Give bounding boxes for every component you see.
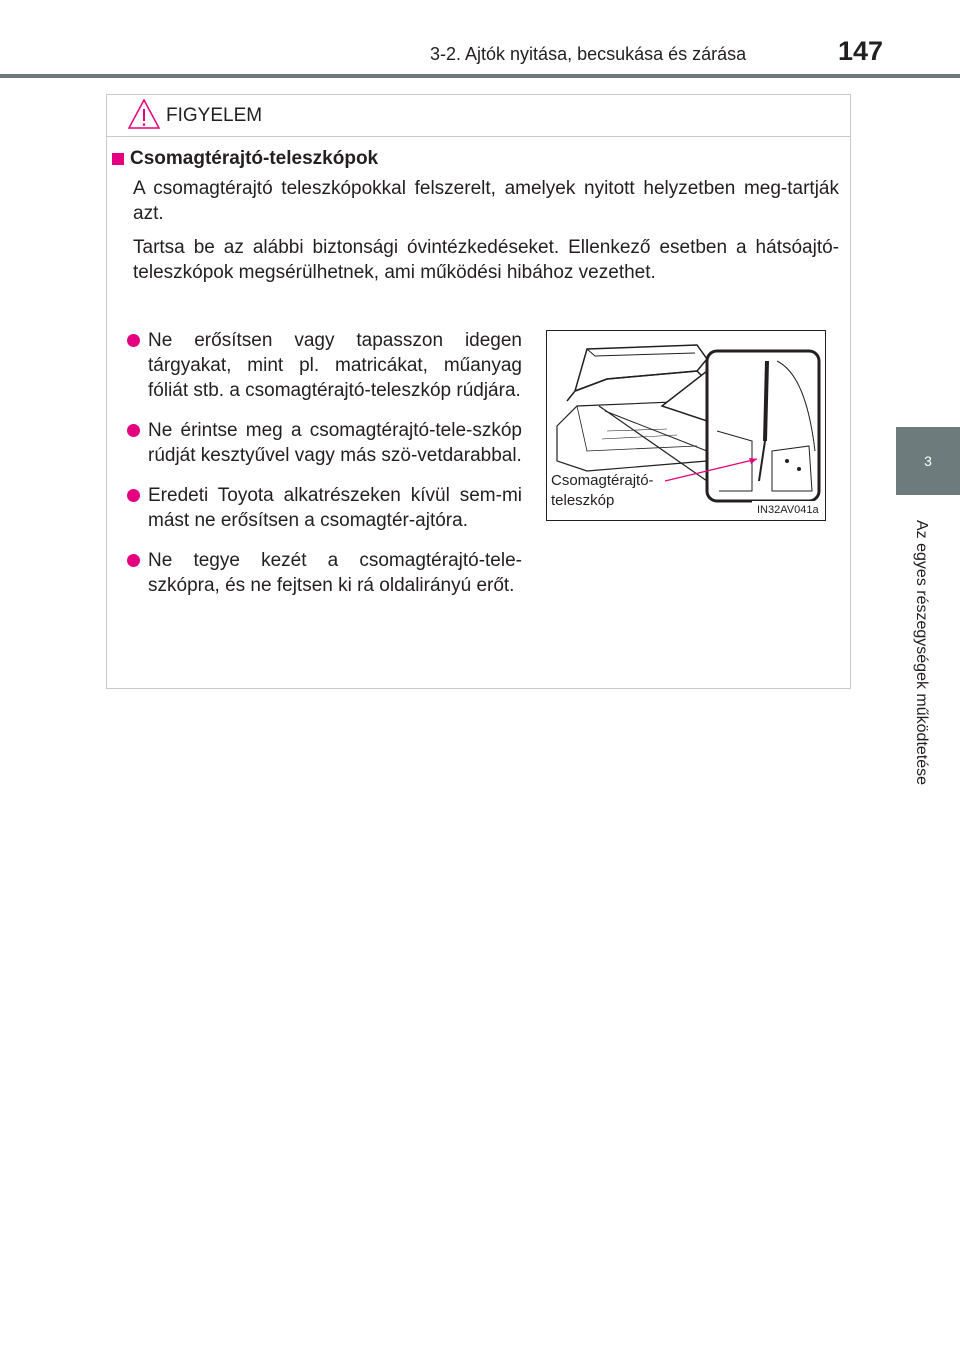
list-item-text: Ne érintse meg a csomagtérajtó-tele-szkóp rúdját kesztyűvel vagy más szö-vetdarabbal. <box>148 420 522 466</box>
list-item <box>127 328 522 403</box>
warning-box <box>106 94 851 689</box>
bullet-dot-icon <box>127 489 140 502</box>
warning-label: FIGYELEM <box>166 105 263 126</box>
list-item <box>127 418 522 468</box>
chapter-tab: 3 <box>896 427 960 495</box>
page-number: 147 <box>838 36 884 66</box>
list-item <box>127 548 522 598</box>
chapter-label: Az egyes részegységek működtetése <box>913 520 930 786</box>
tailgate-strut-figure <box>546 330 826 521</box>
list-item-text: Ne tegye kezét a csomagtérajtó-tele-szkópra, és ne fejtsen ki rá oldalirányú erőt. <box>148 550 522 596</box>
figure-caption-line: Csomagtérajtó- <box>551 472 654 489</box>
figure-code: IN32AV041a <box>757 504 819 516</box>
warning-section <box>112 148 842 285</box>
list-item <box>127 483 522 533</box>
list-item-text: Eredeti Toyota alkatrészeken kívül sem-mi mást ne erősítsen a csomagtér-ajtóra. <box>148 485 522 531</box>
header-rule <box>0 74 960 78</box>
figure-caption <box>551 471 654 511</box>
warning-header <box>107 95 850 137</box>
bullet-dot-icon <box>127 424 140 437</box>
section-heading <box>112 148 842 170</box>
paragraph: Tartsa be az alábbi biztonsági óvintézkedéseket. Ellenkező esetben a hátsóajtó-teleszkópok megsérülhetnek, ami működési hibához vezethet. <box>133 237 839 283</box>
paragraph: A csomagtérajtó teleszkópokkal felszerelt, amelyek nyitott helyzetben meg-tartják azt. <box>133 178 839 224</box>
figure-caption-line: teleszkóp <box>551 492 615 509</box>
square-bullet-icon <box>112 153 124 165</box>
bullet-dot-icon <box>127 554 140 567</box>
section-heading-text: Csomagtérajtó-teleszkópok <box>130 148 379 169</box>
bullet-dot-icon <box>127 334 140 347</box>
warning-triangle-icon <box>127 97 161 131</box>
list-item-text: Ne erősítsen vagy tapasszon idegen tárgyakat, mint pl. matricákat, műanyag fóliát stb. a csomagtérajtó-teleszkóp rúdjára. <box>148 330 522 401</box>
running-header: 3-2. Ajtók nyitása, becsukása és zárása <box>430 44 747 64</box>
bullet-list <box>127 328 522 613</box>
